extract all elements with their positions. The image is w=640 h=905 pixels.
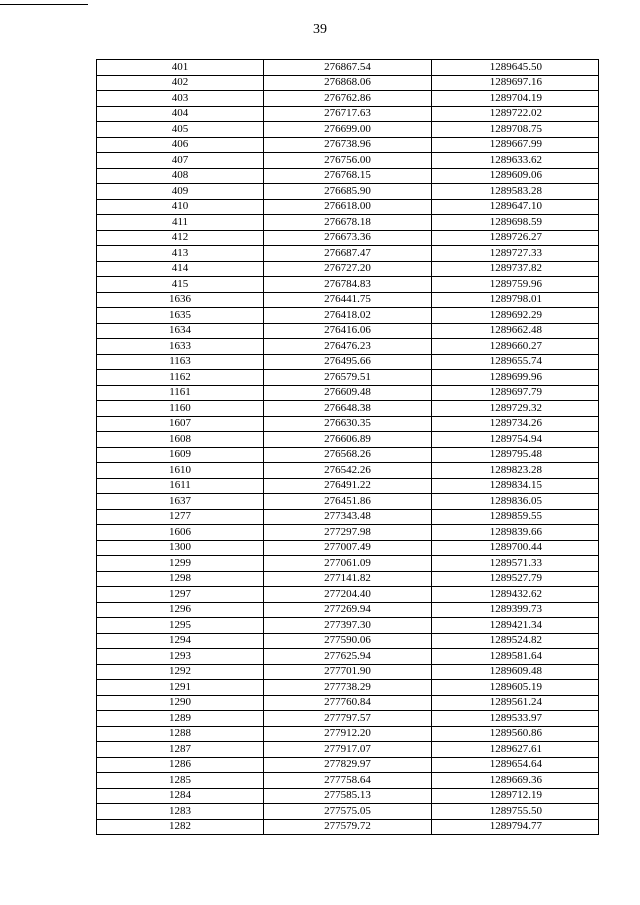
x-coordinate-cell: 276542.26 xyxy=(264,463,432,479)
x-coordinate-cell: 277297.98 xyxy=(264,525,432,541)
table-row xyxy=(97,91,599,107)
table-row xyxy=(97,199,599,215)
point-number-cell: 1288 xyxy=(97,726,264,742)
point-number-cell: 1608 xyxy=(97,432,264,448)
y-coordinate-cell: 1289645.50 xyxy=(432,60,599,76)
table-row xyxy=(97,788,599,804)
point-number-cell: 1300 xyxy=(97,540,264,556)
table-row xyxy=(97,308,599,324)
x-coordinate-cell: 276568.26 xyxy=(264,447,432,463)
point-number-cell: 1609 xyxy=(97,447,264,463)
x-coordinate-cell: 276609.48 xyxy=(264,385,432,401)
point-number-cell: 413 xyxy=(97,246,264,262)
y-coordinate-cell: 1289667.99 xyxy=(432,137,599,153)
point-number-cell: 1611 xyxy=(97,478,264,494)
table-row xyxy=(97,804,599,820)
y-coordinate-cell: 1289633.62 xyxy=(432,153,599,169)
table-row xyxy=(97,385,599,401)
table-row xyxy=(97,75,599,91)
x-coordinate-cell: 276868.06 xyxy=(264,75,432,91)
x-coordinate-cell: 276673.36 xyxy=(264,230,432,246)
x-coordinate-cell: 276687.47 xyxy=(264,246,432,262)
point-number-cell: 1285 xyxy=(97,773,264,789)
y-coordinate-cell: 1289700.44 xyxy=(432,540,599,556)
x-coordinate-cell: 277917.07 xyxy=(264,742,432,758)
y-coordinate-cell: 1289561.24 xyxy=(432,695,599,711)
point-number-cell: 1292 xyxy=(97,664,264,680)
point-number-cell: 1291 xyxy=(97,680,264,696)
point-number-cell: 1610 xyxy=(97,463,264,479)
table-row xyxy=(97,277,599,293)
y-coordinate-cell: 1289798.01 xyxy=(432,292,599,308)
table-row xyxy=(97,153,599,169)
x-coordinate-cell: 277141.82 xyxy=(264,571,432,587)
point-number-cell: 1634 xyxy=(97,323,264,339)
table-row xyxy=(97,540,599,556)
y-coordinate-cell: 1289823.28 xyxy=(432,463,599,479)
y-coordinate-cell: 1289605.19 xyxy=(432,680,599,696)
x-coordinate-cell: 277204.40 xyxy=(264,587,432,603)
table-row xyxy=(97,602,599,618)
x-coordinate-cell: 276579.51 xyxy=(264,370,432,386)
x-coordinate-cell: 277579.72 xyxy=(264,819,432,835)
x-coordinate-cell: 277758.64 xyxy=(264,773,432,789)
x-coordinate-cell: 277575.05 xyxy=(264,804,432,820)
point-number-cell: 405 xyxy=(97,122,264,138)
x-coordinate-cell: 277590.06 xyxy=(264,633,432,649)
point-number-cell: 1295 xyxy=(97,618,264,634)
point-number-cell: 1277 xyxy=(97,509,264,525)
table-row xyxy=(97,463,599,479)
page-number: 39 xyxy=(313,22,327,37)
x-coordinate-cell: 276768.15 xyxy=(264,168,432,184)
point-number-cell: 1297 xyxy=(97,587,264,603)
table-row xyxy=(97,711,599,727)
point-number-cell: 1635 xyxy=(97,308,264,324)
x-coordinate-cell: 276717.63 xyxy=(264,106,432,122)
point-number-cell: 1161 xyxy=(97,385,264,401)
table-row xyxy=(97,261,599,277)
x-coordinate-cell: 276727.20 xyxy=(264,261,432,277)
table-row xyxy=(97,773,599,789)
y-coordinate-cell: 1289712.19 xyxy=(432,788,599,804)
x-coordinate-cell: 276699.00 xyxy=(264,122,432,138)
table-row xyxy=(97,494,599,510)
table-row xyxy=(97,401,599,417)
point-number-cell: 1286 xyxy=(97,757,264,773)
x-coordinate-cell: 276867.54 xyxy=(264,60,432,76)
point-number-cell: 402 xyxy=(97,75,264,91)
table-row xyxy=(97,416,599,432)
table-row xyxy=(97,742,599,758)
point-number-cell: 415 xyxy=(97,277,264,293)
x-coordinate-cell: 276441.75 xyxy=(264,292,432,308)
point-number-cell: 401 xyxy=(97,60,264,76)
point-number-cell: 404 xyxy=(97,106,264,122)
table-row xyxy=(97,122,599,138)
point-number-cell: 1636 xyxy=(97,292,264,308)
table-row xyxy=(97,726,599,742)
x-coordinate-cell: 277797.57 xyxy=(264,711,432,727)
y-coordinate-cell: 1289692.29 xyxy=(432,308,599,324)
x-coordinate-cell: 276606.89 xyxy=(264,432,432,448)
point-number-cell: 1296 xyxy=(97,602,264,618)
y-coordinate-cell: 1289627.61 xyxy=(432,742,599,758)
x-coordinate-cell: 276618.00 xyxy=(264,199,432,215)
point-number-cell: 1293 xyxy=(97,649,264,665)
point-number-cell: 406 xyxy=(97,137,264,153)
top-rule-line xyxy=(0,4,88,5)
point-number-cell: 412 xyxy=(97,230,264,246)
y-coordinate-cell: 1289655.74 xyxy=(432,354,599,370)
table-row xyxy=(97,525,599,541)
table-row xyxy=(97,509,599,525)
y-coordinate-cell: 1289571.33 xyxy=(432,556,599,572)
x-coordinate-cell: 276416.06 xyxy=(264,323,432,339)
point-number-cell: 1633 xyxy=(97,339,264,355)
y-coordinate-cell: 1289699.96 xyxy=(432,370,599,386)
y-coordinate-cell: 1289583.28 xyxy=(432,184,599,200)
table-row xyxy=(97,680,599,696)
x-coordinate-cell: 277829.97 xyxy=(264,757,432,773)
y-coordinate-cell: 1289737.82 xyxy=(432,261,599,277)
table-row xyxy=(97,819,599,835)
x-coordinate-cell: 277343.48 xyxy=(264,509,432,525)
table-row xyxy=(97,292,599,308)
x-coordinate-cell: 277061.09 xyxy=(264,556,432,572)
x-coordinate-cell: 276762.86 xyxy=(264,91,432,107)
point-number-cell: 1283 xyxy=(97,804,264,820)
coordinates-table xyxy=(96,59,599,835)
y-coordinate-cell: 1289754.94 xyxy=(432,432,599,448)
y-coordinate-cell: 1289609.06 xyxy=(432,168,599,184)
y-coordinate-cell: 1289834.15 xyxy=(432,478,599,494)
table-row xyxy=(97,695,599,711)
y-coordinate-cell: 1289432.62 xyxy=(432,587,599,603)
coordinates-table-body xyxy=(97,60,599,835)
y-coordinate-cell: 1289654.64 xyxy=(432,757,599,773)
y-coordinate-cell: 1289698.59 xyxy=(432,215,599,231)
y-coordinate-cell: 1289660.27 xyxy=(432,339,599,355)
table-row xyxy=(97,370,599,386)
table-row xyxy=(97,649,599,665)
table-row xyxy=(97,106,599,122)
point-number-cell: 1289 xyxy=(97,711,264,727)
x-coordinate-cell: 276685.90 xyxy=(264,184,432,200)
table-row xyxy=(97,432,599,448)
y-coordinate-cell: 1289708.75 xyxy=(432,122,599,138)
point-number-cell: 409 xyxy=(97,184,264,200)
point-number-cell: 1162 xyxy=(97,370,264,386)
y-coordinate-cell: 1289726.27 xyxy=(432,230,599,246)
table-row xyxy=(97,618,599,634)
point-number-cell: 411 xyxy=(97,215,264,231)
table-row xyxy=(97,757,599,773)
table-row xyxy=(97,478,599,494)
y-coordinate-cell: 1289647.10 xyxy=(432,199,599,215)
point-number-cell: 1160 xyxy=(97,401,264,417)
point-number-cell: 403 xyxy=(97,91,264,107)
point-number-cell: 410 xyxy=(97,199,264,215)
table-row xyxy=(97,230,599,246)
x-coordinate-cell: 277760.84 xyxy=(264,695,432,711)
table-row xyxy=(97,137,599,153)
x-coordinate-cell: 276495.66 xyxy=(264,354,432,370)
y-coordinate-cell: 1289399.73 xyxy=(432,602,599,618)
point-number-cell: 1284 xyxy=(97,788,264,804)
y-coordinate-cell: 1289734.26 xyxy=(432,416,599,432)
x-coordinate-cell: 277625.94 xyxy=(264,649,432,665)
x-coordinate-cell: 277585.13 xyxy=(264,788,432,804)
y-coordinate-cell: 1289581.64 xyxy=(432,649,599,665)
table-row xyxy=(97,556,599,572)
point-number-cell: 1290 xyxy=(97,695,264,711)
x-coordinate-cell: 276678.18 xyxy=(264,215,432,231)
x-coordinate-cell: 277269.94 xyxy=(264,602,432,618)
y-coordinate-cell: 1289839.66 xyxy=(432,525,599,541)
point-number-cell: 407 xyxy=(97,153,264,169)
point-number-cell: 1606 xyxy=(97,525,264,541)
x-coordinate-cell: 276784.83 xyxy=(264,277,432,293)
y-coordinate-cell: 1289609.48 xyxy=(432,664,599,680)
y-coordinate-cell: 1289759.96 xyxy=(432,277,599,293)
table-row xyxy=(97,339,599,355)
y-coordinate-cell: 1289755.50 xyxy=(432,804,599,820)
table-row xyxy=(97,571,599,587)
table-row xyxy=(97,60,599,76)
table-row xyxy=(97,447,599,463)
x-coordinate-cell: 276476.23 xyxy=(264,339,432,355)
x-coordinate-cell: 276491.22 xyxy=(264,478,432,494)
y-coordinate-cell: 1289669.36 xyxy=(432,773,599,789)
y-coordinate-cell: 1289527.79 xyxy=(432,571,599,587)
y-coordinate-cell: 1289533.97 xyxy=(432,711,599,727)
x-coordinate-cell: 276738.96 xyxy=(264,137,432,153)
x-coordinate-cell: 277397.30 xyxy=(264,618,432,634)
point-number-cell: 414 xyxy=(97,261,264,277)
y-coordinate-cell: 1289722.02 xyxy=(432,106,599,122)
x-coordinate-cell: 277912.20 xyxy=(264,726,432,742)
y-coordinate-cell: 1289697.16 xyxy=(432,75,599,91)
point-number-cell: 1287 xyxy=(97,742,264,758)
y-coordinate-cell: 1289794.77 xyxy=(432,819,599,835)
y-coordinate-cell: 1289795.48 xyxy=(432,447,599,463)
table-row xyxy=(97,633,599,649)
table-row xyxy=(97,354,599,370)
point-number-cell: 408 xyxy=(97,168,264,184)
table-row xyxy=(97,664,599,680)
table-row xyxy=(97,246,599,262)
table-row xyxy=(97,168,599,184)
y-coordinate-cell: 1289704.19 xyxy=(432,91,599,107)
point-number-cell: 1298 xyxy=(97,571,264,587)
table-row xyxy=(97,215,599,231)
y-coordinate-cell: 1289421.34 xyxy=(432,618,599,634)
point-number-cell: 1282 xyxy=(97,819,264,835)
point-number-cell: 1294 xyxy=(97,633,264,649)
x-coordinate-cell: 277701.90 xyxy=(264,664,432,680)
y-coordinate-cell: 1289727.33 xyxy=(432,246,599,262)
point-number-cell: 1299 xyxy=(97,556,264,572)
y-coordinate-cell: 1289697.79 xyxy=(432,385,599,401)
point-number-cell: 1637 xyxy=(97,494,264,510)
x-coordinate-cell: 277007.49 xyxy=(264,540,432,556)
y-coordinate-cell: 1289729.32 xyxy=(432,401,599,417)
point-number-cell: 1607 xyxy=(97,416,264,432)
x-coordinate-cell: 276630.35 xyxy=(264,416,432,432)
table-row xyxy=(97,323,599,339)
x-coordinate-cell: 276451.86 xyxy=(264,494,432,510)
x-coordinate-cell: 276418.02 xyxy=(264,308,432,324)
table-row xyxy=(97,587,599,603)
table-row xyxy=(97,184,599,200)
y-coordinate-cell: 1289859.55 xyxy=(432,509,599,525)
x-coordinate-cell: 276756.00 xyxy=(264,153,432,169)
y-coordinate-cell: 1289524.82 xyxy=(432,633,599,649)
x-coordinate-cell: 276648.38 xyxy=(264,401,432,417)
y-coordinate-cell: 1289560.86 xyxy=(432,726,599,742)
y-coordinate-cell: 1289662.48 xyxy=(432,323,599,339)
x-coordinate-cell: 277738.29 xyxy=(264,680,432,696)
point-number-cell: 1163 xyxy=(97,354,264,370)
y-coordinate-cell: 1289836.05 xyxy=(432,494,599,510)
